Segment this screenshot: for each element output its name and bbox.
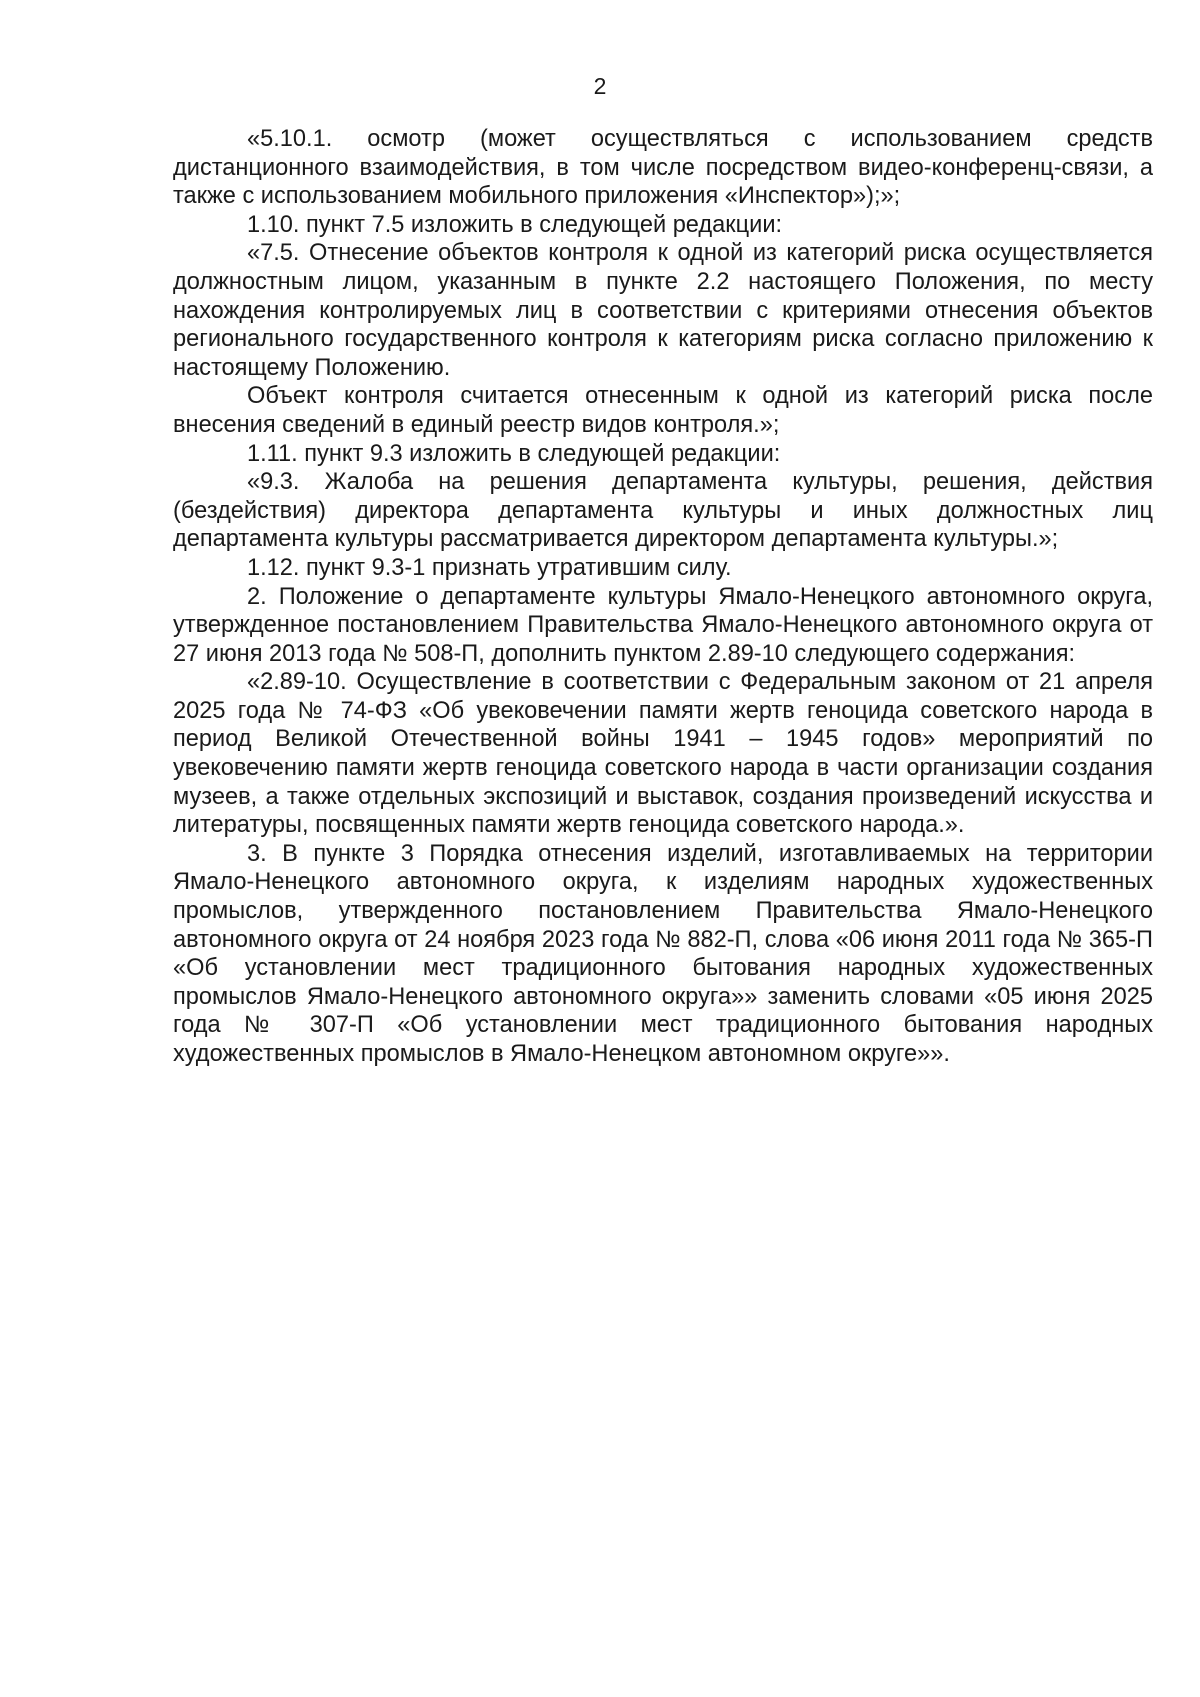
paragraph-1-10: 1.10. пункт 7.5 изложить в следующей редакции: [247, 211, 783, 238]
paragraph-1-11: 1.11. пункт 9.3 изложить в следующей редакции: [247, 440, 781, 467]
page-number: 2 [593, 73, 607, 99]
paragraph-5-10-1-quote: «5.10.1. осмотр (может осуществляться с использованием средств дистанционного взаимодействия, в том числе посредством видео-конференц-связи, а также с использованием мобильного приложения «Инспектор»);»; [173, 126, 1153, 210]
paragraph-9-3-quote: «9.3. Жалоба на решения департамента культуры, решения, действия (бездействия) директора департамента культуры и иных должностных лиц департамента культуры рассматривается директором департамента культуры.»; [173, 469, 1153, 553]
paragraph-7-5-continuation: Объект контроля считается отнесенным к одной из категорий риска после внесения сведений в единый реестр видов контроля.»; [173, 383, 1153, 438]
paragraph-2-89-10-quote: «2.89-10. Осуществление в соответствии с Федеральным законом от 21 апреля 2025 года № 74-ФЗ «Об увековечении памяти жертв геноцида советского народа в период Великой Отечественной войны 1941 – 1945 годов» мероприятий по увековечению памяти жертв геноцида советского народа в части организации создания музеев, а также отдельных экспозиций и выставок, создания произведений искусства и литературы, посвященных памяти жертв геноцида советского народа.». [173, 669, 1153, 839]
paragraph-7-5-quote: «7.5. Отнесение объектов контроля к одной из категорий риска осуществляется должностным лицом, указанным в пункте 2.2 настоящего Положения, по месту нахождения контролируемых лиц в соответствии с критериями отнесения объектов регионального государственного контроля к категориям риска согласно приложению к настоящему Положению. [173, 240, 1153, 381]
paragraph-1-12: 1.12. пункт 9.3-1 признать утратившим силу. [247, 554, 732, 581]
paragraph-3: 3. В пункте 3 Порядка отнесения изделий, изготавливаемых на территории Ямало-Ненецкого автономного округа, к изделиям народных художественных промыслов, утвержденного постановлением Правительства Ямало-Ненецкого автономного округа от 24 ноября 2023 года № 882-П, слова «06 июня 2011 года № 365-П «Об установлении мест традиционного бытования народных художественных промыслов Ямало-Ненецкого автономного округа»» заменить словами «05 июня 2025 года № 307-П «Об установлении мест традиционного бытования народных художественных промыслов в Ямало-Ненецком автономном округе»». [173, 840, 1153, 1067]
document-body [173, 125, 1153, 1069]
paragraph-2: 2. Положение о департаменте культуры Ямало-Ненецкого автономного округа, утвержденное постановлением Правительства Ямало-Ненецкого автономного округа от 27 июня 2013 года № 508-П, дополнить пунктом 2.89-10 следующего содержания: [173, 583, 1153, 667]
